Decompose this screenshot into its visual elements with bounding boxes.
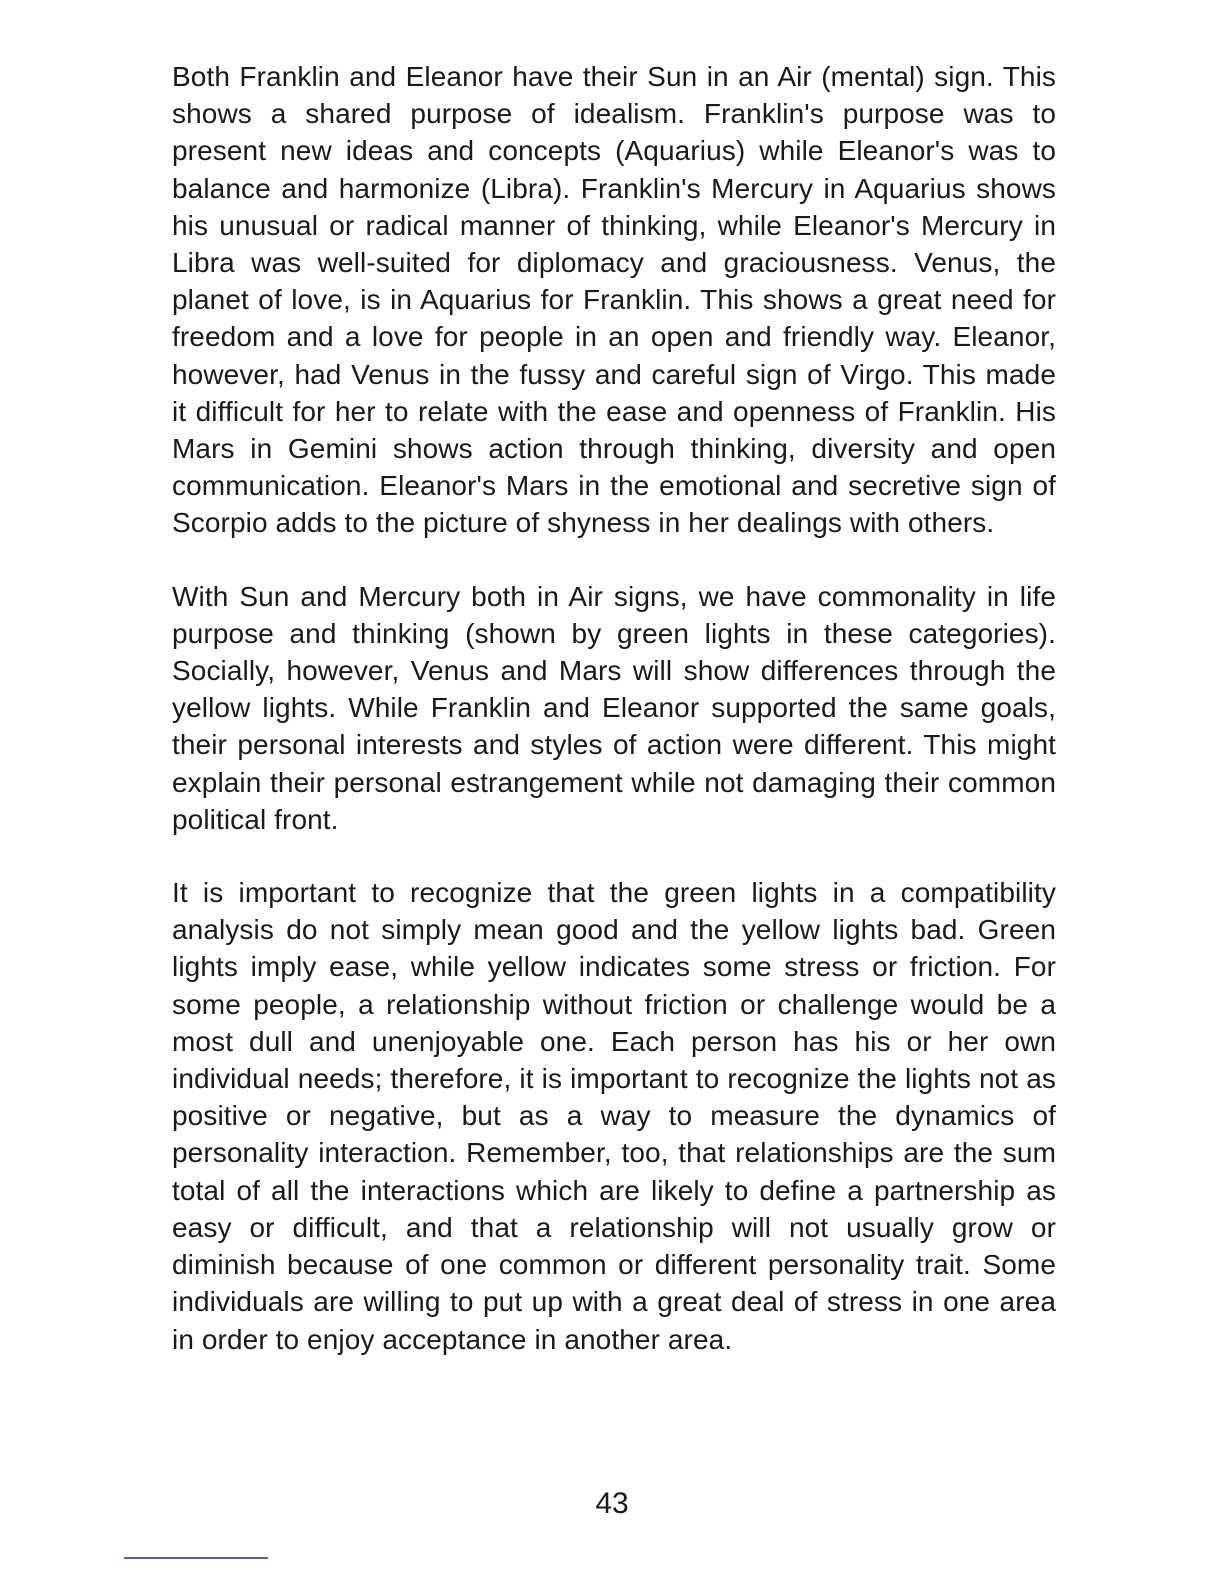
- page-body: [172, 58, 1056, 1358]
- page-number: 43: [595, 1487, 629, 1520]
- scan-edge-rule: [124, 1557, 268, 1559]
- paragraph-green-yellow-lights: It is important to recognize that the green lights in a compatibility analysis do not simply mean good and the yellow lights bad. Green lights imply ease, while yellow indicates some stress or friction. For some people, a relationship without friction or challenge would be a most dull and unenjoyable one. Each person has his or her own individual needs; therefore, it is important to recognize the lights not as positive or negative, but as a way to measure the dynamics of personality interaction. Remember, too, that relationships are the sum total of all the interactions which are likely to define a partnership as easy or difficult, and that a relationship will not usually grow or diminish because of one common or different personality trait. Some individuals are willing to put up with a great deal of stress in one area in order to enjoy acceptance in another area.: [172, 877, 1056, 1355]
- paragraph-sun-mercury-venus-mars: Both Franklin and Eleanor have their Sun in an Air (mental) sign. This shows a shared purpose of idealism. Franklin's purpose was to present new ideas and concepts (Aquarius) while Eleanor's was to balance and harmonize (Libra). Franklin's Mercury in Aquarius shows his unusual or radical manner of thinking, while Eleanor's Mercury in Libra was well-suited for diplomacy and graciousness. Venus, the planet of love, is in Aquarius for Franklin. This shows a great need for freedom and a love for people in an open and friendly way. Eleanor, however, had Venus in the fussy and careful sign of Virgo. This made it difficult for her to relate with the ease and openness of Franklin. His Mars in Gemini shows action through thinking, diversity and open communication. Eleanor's Mars in the emotional and secretive sign of Scorpio adds to the picture of shyness in her dealings with others.: [172, 61, 1056, 539]
- paragraph-air-signs-commonality: With Sun and Mercury both in Air signs, we have commonality in life purpose and thinking (shown by green lights in these categories). Socially, however, Venus and Mars will show differences through the yellow lights. While Franklin and Eleanor supported the same goals, their personal interests and styles of action were different. This might explain their personal estrangement while not damaging their common political front.: [172, 580, 1056, 835]
